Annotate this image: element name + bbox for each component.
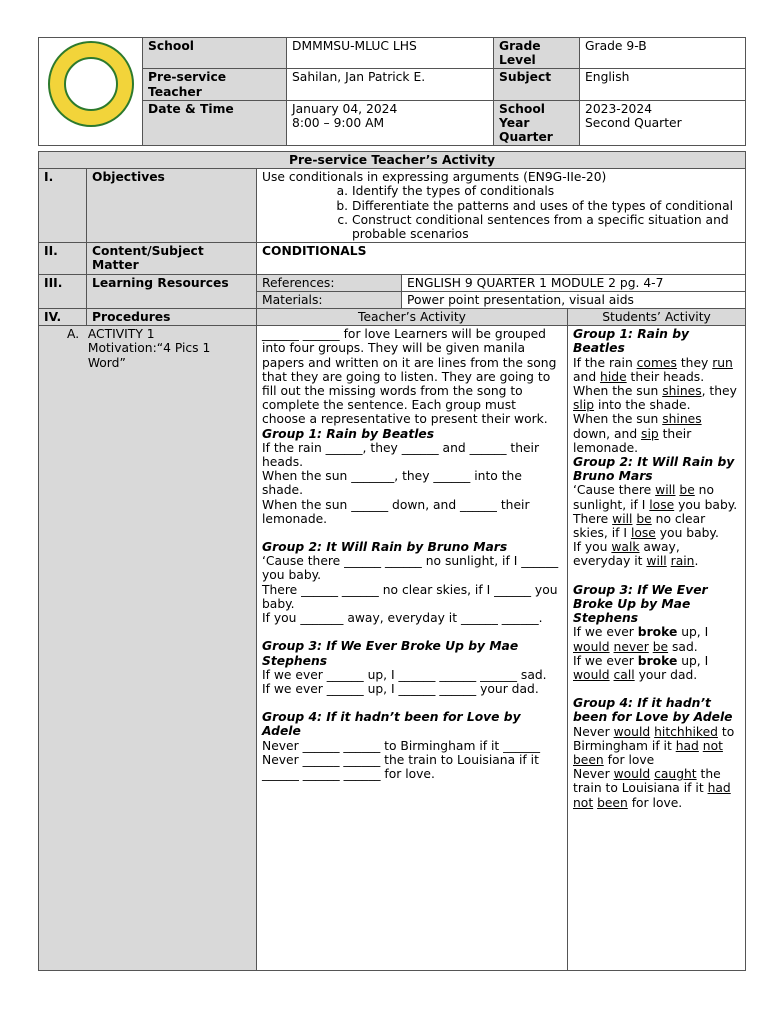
spacer	[573, 569, 740, 583]
group1-line: When the sun _______, they ______ into the shade.	[262, 469, 522, 498]
student-group1-text: When the sun shines down, and sip their lemonade.	[573, 412, 702, 455]
objectives-list	[262, 184, 740, 241]
date-value: January 04, 2024	[292, 101, 398, 116]
grade-label: Grade Level	[494, 38, 580, 69]
objective-item: a. Identify the types of conditionals	[352, 184, 740, 198]
activity-motivation: Motivation:“4 Pics 1 Word”	[87, 341, 211, 370]
schoolyear-label: School Year Quarter	[494, 100, 580, 146]
group3-line: If we ever ______ up, I ______ ______ your dad.	[262, 681, 539, 696]
datetime-value	[287, 100, 494, 146]
group1-line: When the sun ______ down, and ______ their lemonade.	[262, 497, 530, 526]
student-group3-title: Group 3: If We Ever Broke Up by Mae Stephens	[573, 582, 708, 626]
schoolyear-value	[580, 100, 746, 146]
objective-item: b. Differentiate the patterns and uses of the types of conditional	[352, 199, 740, 213]
objective-intro: Use conditionals in expressing arguments (EN9G-IIe-20)	[262, 170, 607, 185]
group2-title: Group 2: It Will Rain by Bruno Mars	[262, 540, 508, 555]
content-label: Content/Subject Matter	[87, 243, 257, 274]
school-value: DMMMSU-MLUC LHS	[287, 38, 494, 69]
group1-title: Group 1: Rain by Beatles	[262, 426, 435, 441]
students-activity-header: Students’ Activity	[568, 309, 746, 326]
activity-text	[88, 327, 251, 370]
student-group4-text: Never would hitchhiked to Birmingham if it had not been for love	[573, 724, 735, 767]
procedures-label: Procedures	[87, 309, 257, 326]
resources-number: III.	[39, 274, 87, 308]
student-group2-text: ‘Cause there will be no sunlight, if I lose you baby.	[573, 483, 738, 512]
group4-line: Never ______ ______ to Birmingham if it ______	[262, 738, 541, 753]
student-group2-text: If you walk away, everyday it will rain.	[573, 540, 699, 569]
student-group2-text: There will be no clear skies, if I lose you baby.	[573, 511, 719, 541]
student-group3-text: If we ever broke up, I would call your dad.	[573, 653, 709, 682]
materials-label: Materials:	[257, 291, 402, 308]
logo-cell	[39, 38, 143, 146]
objectives-number: I.	[39, 169, 87, 243]
objectives-content	[257, 169, 746, 243]
activity-heading	[67, 327, 251, 370]
student-group2-title: Group 2: It Will Rain by Bruno Mars	[573, 455, 735, 484]
teacher-label: Pre-service Teacher	[143, 69, 287, 100]
activity-cell	[39, 326, 257, 971]
student-group4-title: Group 4: If it hadn’t been for Love by Adele	[573, 696, 733, 725]
spacer	[262, 696, 562, 710]
teacher-intro: ______ ______ for love Learners will be grouped into four groups. They will be given manila papers and written on it are lines from the song that they are going to listen. They are going to fill out the missing words from the song to complete the sentence. Each group must choose a representative to present their work.	[262, 327, 557, 427]
group4-title: Group 4: If it hadn’t been for Love by Adele	[262, 710, 521, 739]
group2-line: If you _______ away, everyday it ______ ______.	[262, 611, 543, 626]
group2-line: There ______ ______ no clear skies, if I ______ you baby.	[262, 582, 558, 611]
teacher-activity-cell	[257, 326, 568, 971]
header-table	[38, 37, 746, 146]
student-group3-text: If we ever broke up, I would never be sad.	[573, 625, 709, 654]
subject-value: English	[580, 69, 746, 100]
grade-value: Grade 9-B	[580, 38, 746, 69]
group3-line: If we ever ______ up, I ______ ______ ______ sad.	[262, 667, 547, 682]
quarter-value: Second Quarter	[585, 116, 682, 131]
group4-line: Never ______ ______ the train to Louisiana if it ______ ______ ______ for love.	[262, 752, 539, 781]
teacher-activity-header: Teacher’s Activity	[257, 309, 568, 326]
students-activity-cell	[568, 326, 746, 971]
objectives-label: Objectives	[87, 169, 257, 243]
references-value: ENGLISH 9 QUARTER 1 MODULE 2 pg. 4-7	[402, 274, 746, 291]
student-group1-text: When the sun shines, they slip into the shade.	[573, 384, 737, 413]
group3-title: Group 3: If We Ever Broke Up by Mae Stephens	[262, 639, 519, 668]
spacer	[573, 682, 740, 696]
references-label: References:	[257, 274, 402, 291]
student-group1-text: If the rain comes they run and hide their heads.	[573, 355, 733, 384]
subject-label: Subject	[494, 69, 580, 100]
spacer	[262, 625, 562, 639]
datetime-label: Date & Time	[143, 100, 287, 146]
time-value: 8:00 – 9:00 AM	[292, 116, 385, 131]
activity-title: ACTIVITY 1	[87, 327, 155, 342]
lesson-plan-table	[38, 151, 746, 971]
year-value: 2023-2024	[585, 101, 653, 116]
school-label: School	[143, 38, 287, 69]
objective-item: c. Construct conditional sentences from a specific situation and probable scenarios	[352, 213, 740, 241]
student-group4-text: Never would caught the train to Louisiana if it had not been for love.	[573, 767, 731, 810]
content-value: CONDITIONALS	[257, 243, 746, 274]
content-number: II.	[39, 243, 87, 274]
teacher-value: Sahilan, Jan Patrick E.	[287, 69, 494, 100]
group2-line: ‘Cause there ______ ______ no sunlight, if I ______ you baby.	[262, 554, 559, 583]
spacer	[262, 526, 562, 540]
plan-title: Pre-service Teacher’s Activity	[39, 152, 746, 169]
resources-label: Learning Resources	[87, 274, 257, 308]
student-group1-title: Group 1: Rain by Beatles	[573, 327, 690, 356]
procedures-number: IV.	[39, 309, 87, 326]
materials-value: Power point presentation, visual aids	[402, 291, 746, 308]
group1-line: If the rain ______, they ______ and ______ their heads.	[262, 440, 540, 470]
activity-letter: A.	[67, 327, 80, 342]
